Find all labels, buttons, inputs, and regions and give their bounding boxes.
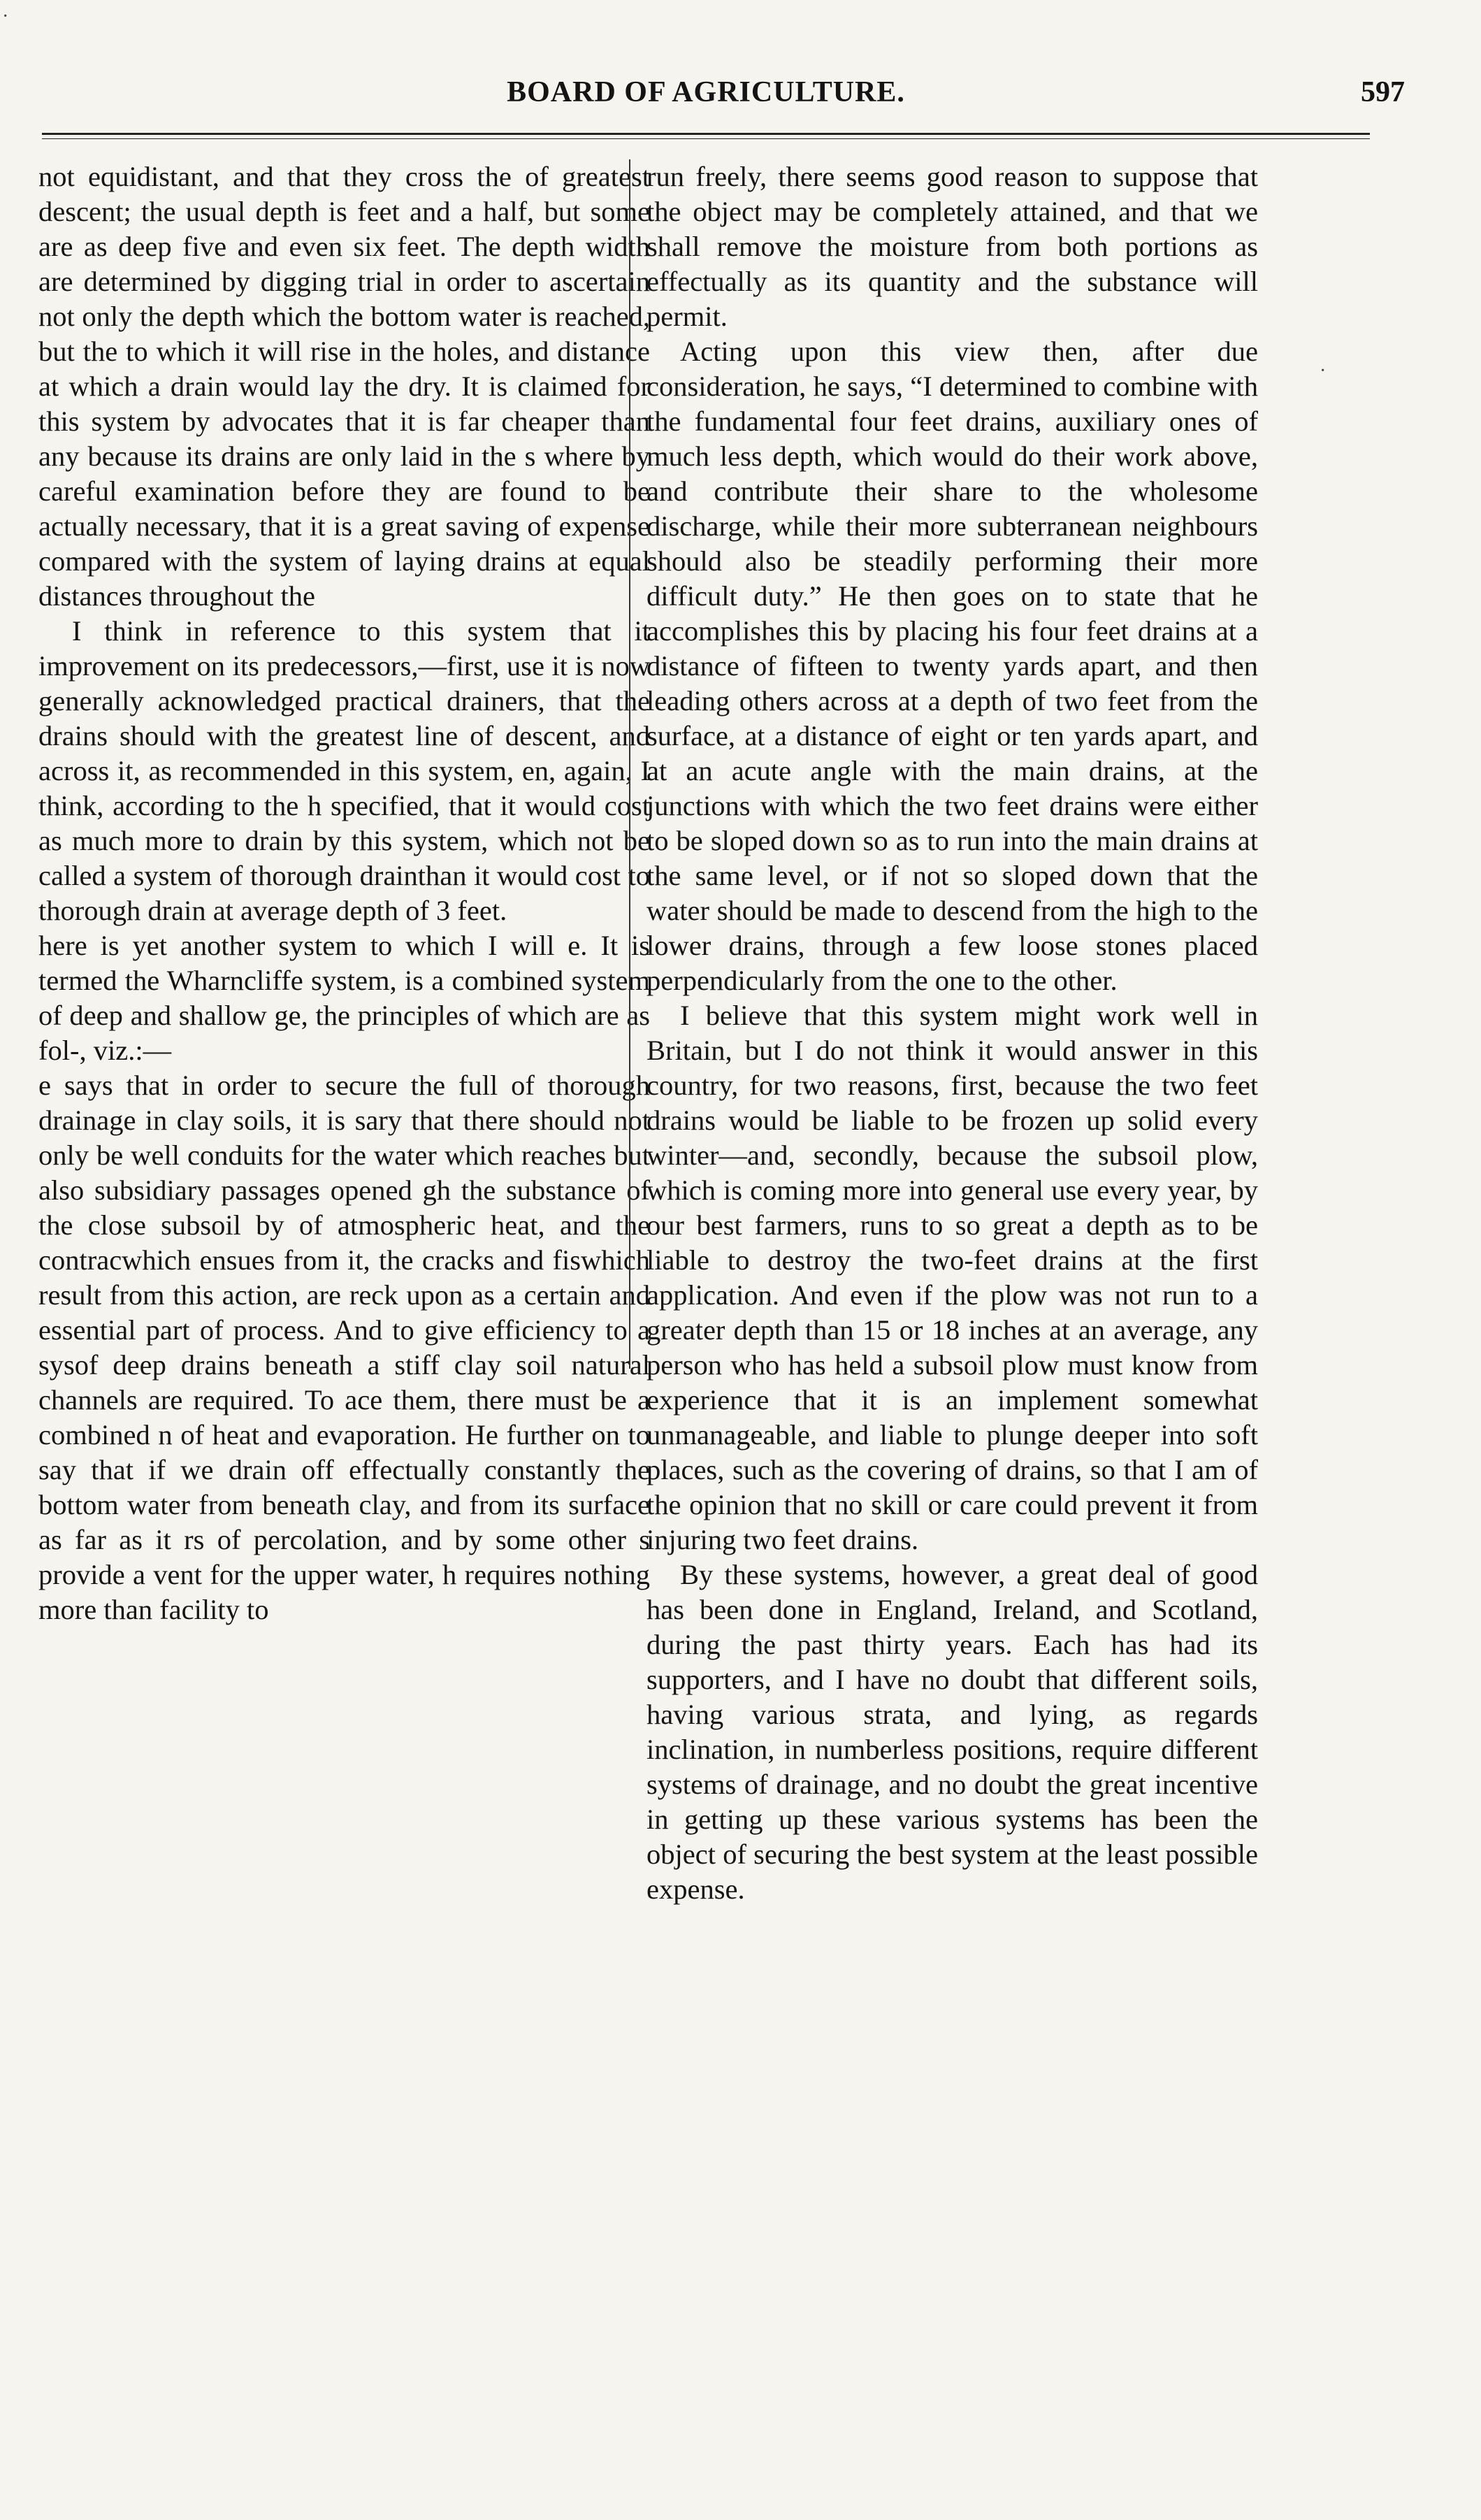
page-number: 597 [1361,76,1405,108]
paragraph: By these systems, however, a great deal of good has been done in England, Ireland, and Scotland, during the past thirty years. Each has had its supporters, and I have no doubt that different soils, having various strata, and lying, as regards inclination, in numberless positions, require different systems of drainage, and no doubt the great incentive in getting up these various systems has been the object of securing the best system at the least possible expense. [646,1559,1258,1905]
running-head [42,75,1405,117]
paragraph: Acting upon this view then, after due consideration, he says, “I determined to combine with the fundamental four feet drains, auxiliary ones of much less depth, which would do their work above, and contribute their share to the wholesome discharge, while their more subterranean neighbours should also be steadily performing their more difficult duty.” He then goes on to state that he accomplishes this by placing his four feet drains at a distance of fifteen to twenty yards apart, and then leading others across at a depth of two feet from the surface, at a distance of eight or ten yards apart, and at an acute angle with the main drains, at the junctions with which the two feet drains were either to be sloped down so as to run into the main drains at the same level, or if not so sloped down that the water should be made to descend from the high to the lower drains, through a few loose stones placed perpendicularly from the one to the other. [646,336,1258,996]
column-divider [629,159,630,1369]
paragraph: run freely, there seems good reason to suppose that the object may be completely attained, and that we shall remove the moisture from both portions as effectually as its quantity and the substance will permit. [646,161,1258,332]
margin-speck: · [2,6,9,27]
paragraph: I think in reference to this system that it improvement on its predecessors,—first, use it is now generally acknowledged practical drainers, that the drains should with the greatest line of descent, and across it, as recommended in this system, en, again, I think, according to the h specified, that it would cost as much more to drain by this system, which not be called a system of thorough drainthan it would cost to thorough drain at average depth of 3 feet. [38,615,650,926]
header-double-rule [42,133,1370,139]
right-column [646,159,1258,1907]
paragraph: I believe that this system might work well in Britain, but I do not think it would answer in this country, for two reasons, first, because the two feet drains would be liable to be frozen up solid every winter—and, secondly, because the subsoil plow, which is coming more into general use every year, by our best farmers, runs to so great a depth as to be liable to destroy the two-feet drains at the first application. And even if the plow was not run to a greater depth than 15 or 18 inches at an average, any person who has held a subsoil plow must know from experience that it is an implement somewhat unmanageable, and liable to plunge deeper into soft places, such as the covering of drains, so that I am of the opinion that no skill or care could prevent it from injuring two feet drains. [646,1000,1258,1555]
running-title: BOARD OF AGRICULTURE. [507,76,905,108]
left-column [38,159,650,1627]
margin-speck: · [1320,360,1327,382]
paragraph: here is yet another system to which I will e. It is termed the Wharncliffe system, is a combined system of deep and shallow ge, the principles of which are as fol-, viz.:— [38,930,650,1066]
paragraph: not equidistant, and that they cross the of greatest descent; the usual depth is feet and a half, but some are as deep five and even six feet. The depth width are determined by digging trial in order to ascertain not only the depth which the bottom water is reached, but the to which it will rise in the holes, and distance at which a drain would lay the dry. It is claimed for this system by advocates that it is far cheaper than any because its drains are only laid in the s where by careful examination before they are found to be actually necessary, that it is a great saving of expense compared with the system of laying drains at equal distances throughout the [38,161,650,612]
paragraph: e says that in order to secure the full of thorough drainage in clay soils, it is sary that there should not only be well conduits for the water which reaches but also subsidiary passages opened gh the substance of the close subsoil by of atmospheric heat, and the contracwhich ensues from it, the cracks and fiswhich result from this action, are reck upon as a certain and essential part of process. And to give efficiency to a sysof deep drains beneath a stiff clay soil natural channels are required. To ace them, there must be a combined n of heat and evaporation. He further on to say that if we drain off effectually constantly the bottom water from beneath clay, and from its surface as far as it rs of percolation, and by some other s provide a vent for the upper water, h requires nothing more than facility to [38,1070,650,1625]
